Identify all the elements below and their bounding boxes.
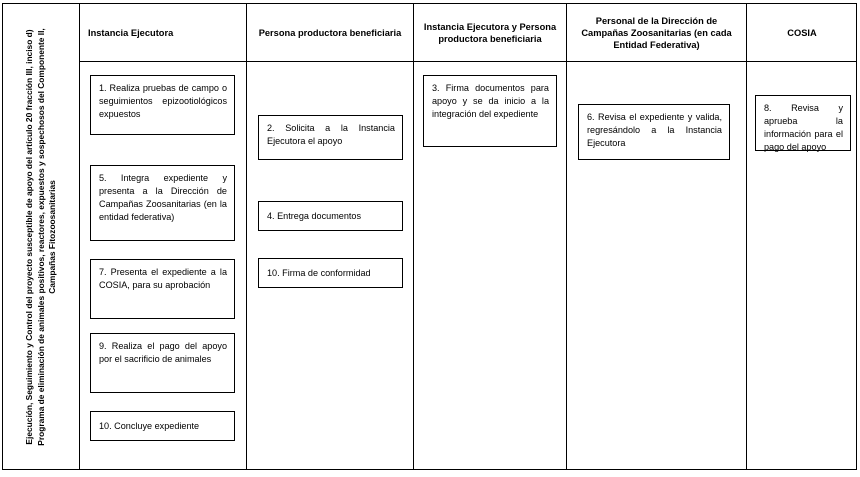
process-box-8[interactable] bbox=[755, 95, 851, 151]
column-4-body bbox=[567, 62, 746, 469]
column-header-2 bbox=[247, 4, 413, 62]
column-header-1-label: Instancia Ejecutora bbox=[88, 27, 174, 38]
vertical-title-text: Ejecución, Seguimiento y Control del proyecto susceptible de apoyo del artículo 20 fracción III, inciso d) Programa de eliminación de animales positivos, reactores, expuestos y sospechosos del Componente II, Campañas Fitozoosanitarias bbox=[23, 27, 57, 446]
process-box-2-label: 2. Solicita a la Instancia Ejecutora el apoyo bbox=[267, 123, 395, 146]
process-box-9-label: 9. Realiza el pago del apoyo por el sacrificio de animales bbox=[99, 341, 227, 364]
process-box-10-firma-label: 10. Firma de conformidad bbox=[267, 268, 371, 278]
column-2-body bbox=[247, 62, 413, 469]
column-header-5 bbox=[747, 4, 857, 62]
column-header-4-label: Personal de la Dirección de Campañas Zoosanitarias (en cada Entidad Federativa) bbox=[581, 15, 732, 50]
process-box-7[interactable] bbox=[90, 259, 235, 319]
column-header-2-label: Persona productora beneficiaria bbox=[258, 27, 402, 38]
process-box-9[interactable] bbox=[90, 333, 235, 393]
process-box-1[interactable] bbox=[90, 75, 235, 135]
process-box-5-label: 5. Integra expediente y presenta a la Dirección de Campañas Zoosanitarias (en la entidad federativa) bbox=[99, 173, 227, 222]
process-box-3[interactable] bbox=[423, 75, 557, 147]
process-box-6-label: 6. Revisa el expediente y valida, regresándolo a la Instancia Ejecutora bbox=[587, 112, 722, 148]
process-box-2[interactable] bbox=[258, 115, 403, 160]
column-instancia-ejecutora bbox=[80, 4, 247, 469]
column-5-body bbox=[747, 62, 857, 469]
column-header-3-label: Instancia Ejecutora y Persona productora beneficiaria bbox=[423, 21, 557, 44]
column-header-5-label: COSIA bbox=[787, 27, 817, 38]
process-box-6[interactable] bbox=[578, 104, 730, 160]
flowchart-table bbox=[2, 3, 857, 470]
column-1-body bbox=[80, 62, 246, 469]
column-personal-direccion-campanas bbox=[567, 4, 747, 469]
column-persona-productora-beneficiaria bbox=[247, 4, 414, 469]
process-box-4[interactable] bbox=[258, 201, 403, 231]
process-box-10-concluye[interactable] bbox=[90, 411, 235, 441]
process-box-7-label: 7. Presenta el expediente a la COSIA, para su aprobación bbox=[99, 267, 227, 290]
process-box-10-firma[interactable] bbox=[258, 258, 403, 288]
column-header-3 bbox=[414, 4, 566, 62]
process-box-10-concluye-label: 10. Concluye expediente bbox=[99, 421, 200, 431]
process-box-4-label: 4. Entrega documentos bbox=[267, 211, 362, 221]
columns-container bbox=[80, 4, 857, 469]
column-header-4 bbox=[567, 4, 746, 62]
vertical-title-column bbox=[3, 4, 80, 469]
column-3-body bbox=[414, 62, 566, 469]
process-box-3-label: 3. Firma documentos para apoyo y se da inicio a la integración del expediente bbox=[432, 83, 549, 119]
process-box-1-label: 1. Realiza pruebas de campo o seguimientos epizootiológicos expuestos bbox=[99, 83, 227, 119]
column-cosia bbox=[747, 4, 857, 469]
column-instancia-y-persona bbox=[414, 4, 567, 469]
column-header-1 bbox=[80, 4, 246, 62]
process-box-5[interactable] bbox=[90, 165, 235, 241]
process-box-8-label: 8. Revisa y aprueba la información para el pago del apoyo bbox=[764, 103, 843, 152]
